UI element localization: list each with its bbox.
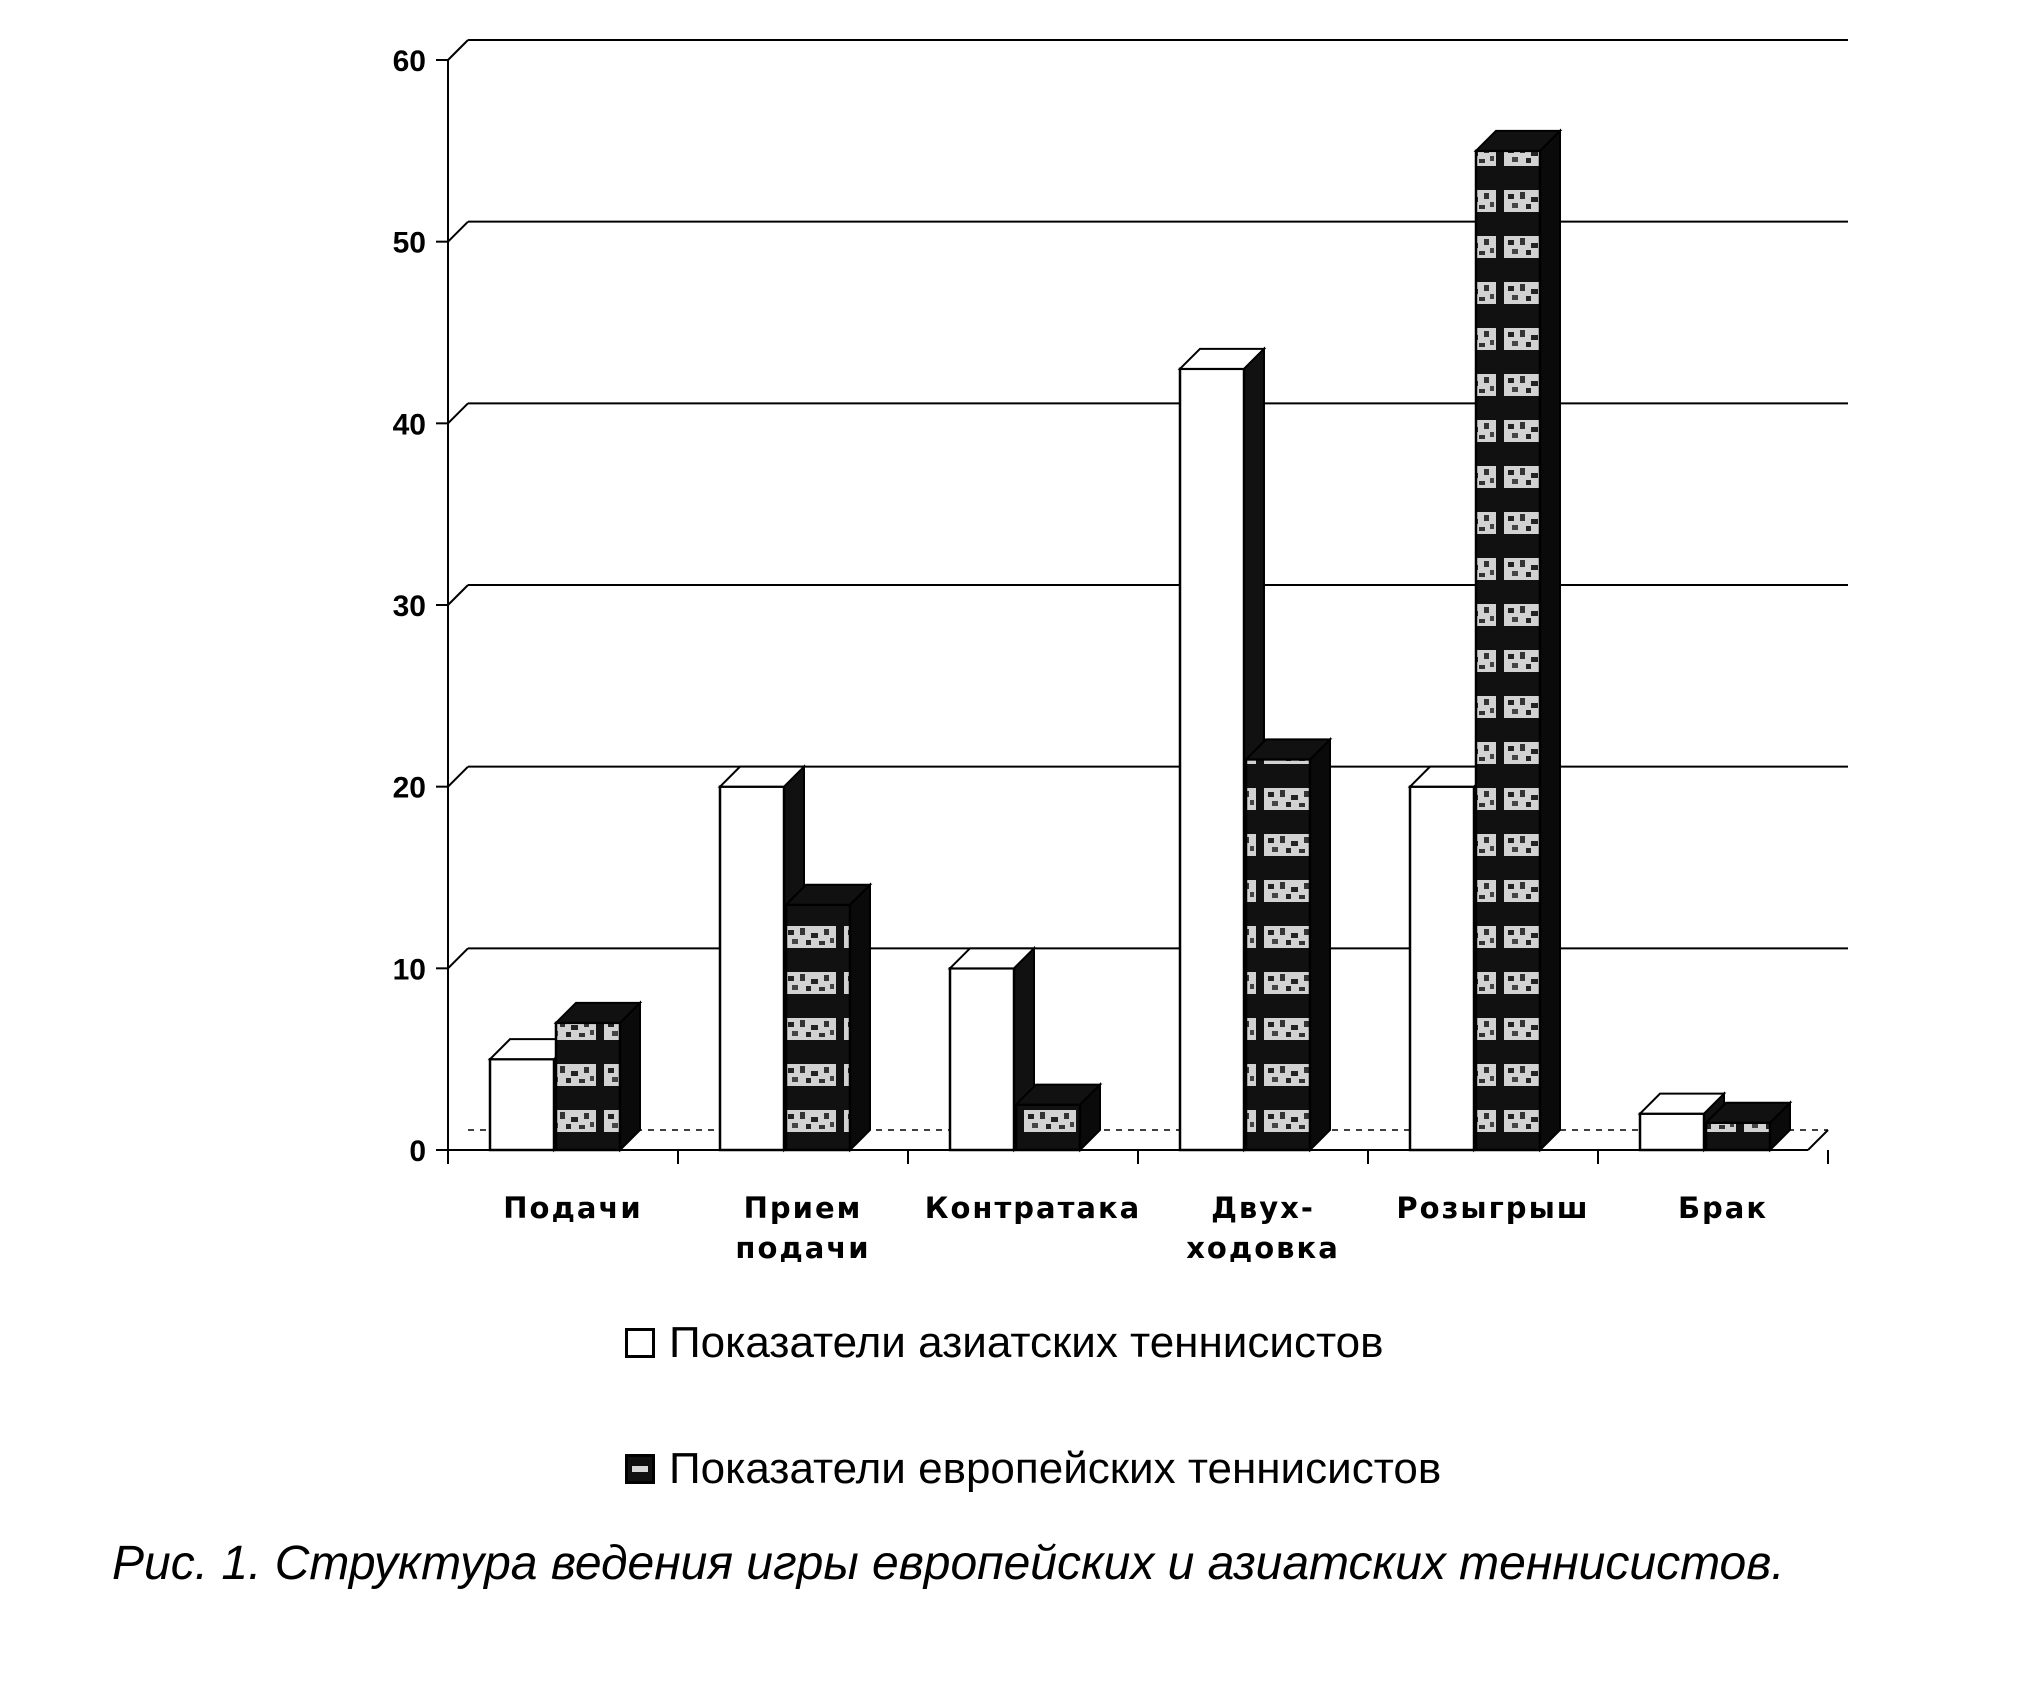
y-tick-label: 50 [392, 226, 426, 260]
legend-label-european: Показатели европейских теннисистов [669, 1444, 1442, 1493]
y-tick-label: 60 [392, 45, 426, 78]
gridline-depth [448, 948, 468, 968]
y-tick-label: 30 [392, 590, 426, 623]
bar-european [1246, 739, 1330, 1150]
gridline-depth [448, 40, 468, 60]
legend-label-asian: Показатели азиатских теннисистов [669, 1318, 1384, 1367]
gridline-depth [448, 222, 468, 242]
x-category-label: Розыгрыш [1396, 1191, 1590, 1225]
bar-european [786, 885, 870, 1150]
y-tick-label: 20 [392, 771, 426, 805]
legend-item-asian [625, 1318, 1383, 1368]
gridline-depth [448, 767, 468, 787]
gridline-depth [448, 403, 468, 423]
bar-european [556, 1003, 640, 1150]
x-category-label: Брак [1677, 1191, 1769, 1225]
y-tick-label: 10 [392, 953, 426, 987]
floor-side-edge [1808, 1130, 1828, 1150]
legend-item-european [625, 1444, 1441, 1494]
x-category-label: Контратака [924, 1191, 1142, 1225]
x-category-label: Двух- [1211, 1191, 1315, 1225]
x-category-label: Прием [743, 1191, 863, 1225]
legend-swatch-european [625, 1454, 655, 1484]
gridline-depth [448, 585, 468, 605]
y-tick-label: 40 [392, 408, 426, 442]
bar-european [1706, 1103, 1790, 1150]
y-tick-label: 0 [409, 1135, 426, 1168]
x-category-label: ходовка [1186, 1231, 1340, 1265]
legend-swatch-asian [625, 1328, 655, 1358]
bar-european [1476, 131, 1560, 1150]
figure-caption: Рис. 1. Структура ведения игры европейских и азиатских теннисистов. [112, 1537, 1785, 1590]
x-category-label: Подачи [503, 1191, 643, 1225]
x-category-label: подачи [735, 1231, 871, 1265]
bar-european [1016, 1085, 1100, 1150]
